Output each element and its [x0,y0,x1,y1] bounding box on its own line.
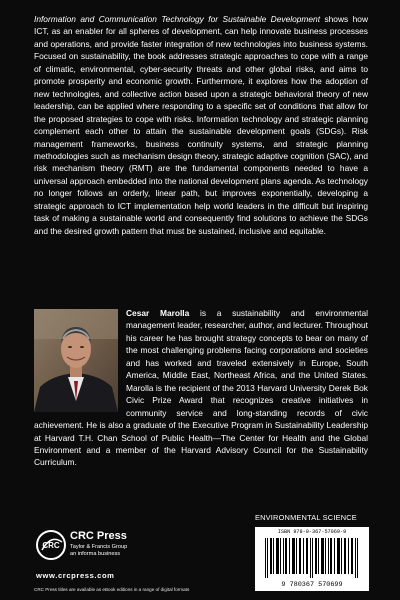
author-name: Cesar Marolla [126,308,190,318]
author-bio-text: is a sustainability and environmental management leader, researcher, author, and lecturer. Throughout his career he has brought strategy concepts to bear on many of the most challenging problems facing corporations and societies and has worked and traveled extensively in Europe, South America, Middle East, Northeast Africa, and the United States. Marolla is the recipient of the 2013 Harvard University Derek Bok Civic Prize Award that recognizes creative initiatives in community service and long-standing records of civic achievement. He is also a graduate of the Executive Program in Sustainability Leadership at Harvard T.H. Chan School of Public Health—The Center for Health and the Global Environment and a member of the Harvard Advisory Council for the Sustainability Curriculum. [34,308,368,468]
publisher-name: CRC Press [70,530,127,542]
publisher-logo [36,529,186,569]
book-description [34,13,368,237]
book-title-italic: Information and Communication Technology for Sustainable Development [34,14,321,24]
publisher-tagline: an informa business [70,551,121,557]
ebook-footnote: CRC Press titles are available as eBook editions in a range of digital formats [34,587,190,592]
photo-spacer [34,307,126,415]
author-bio [34,307,368,469]
isbn-barcode [255,527,369,591]
book-description-text: shows how ICT, as an enabler for all spheres of development, can help innovate business processes and operations, and provide faster integration of new technologies into business systems. Focused on sustainability, the book addresses strategic approaches to cope with a range of climatic, environmental, cyber-security threats and other global risks, and aims to promote prosperity and economic growth. Furthermore, it explores how the adoption of new technologies, and collective action based upon a strategic behavioral theory of new leadership, can be applied where responding to a specific set of conditions that allow for the proposed strategies to cope with risks. Information technology and strategic planning complement each other to attain the sustainable development goals (SDGs). Risk management frameworks, business continuity systems, and strategic planning methodologies such as mechanism design theory, strategic adaptive cognition (SAC), and risk mechanism theory (RMT) are the fundamental components needed to have a universal approach embedded into the national development plans agenda. As technology no longer follows an orderly, linear path, but improves exponentially, developing a strategic approach to ICT implementation help world leaders in the difficult but inspiring task of making a sustainable world and consequently find solutions to achieve the SDGs and the desired growth pattern that must be sustained, inclusive and equitable. [34,14,368,236]
subject-category: ENVIRONMENTAL SCIENCE [255,513,357,522]
barcode-icon [259,538,365,578]
crc-badge-text: CRC [42,541,60,550]
publisher-group: Taylor & Francis Group [70,544,128,550]
publisher-subtitle [70,544,160,558]
isbn-label: ISBN 978-0-367-57069-9 [277,529,347,535]
publisher-website: www.crcpress.com [36,571,115,580]
crc-logo-icon [36,530,66,560]
barcode-digits: 9 780367 570699 [281,581,343,589]
